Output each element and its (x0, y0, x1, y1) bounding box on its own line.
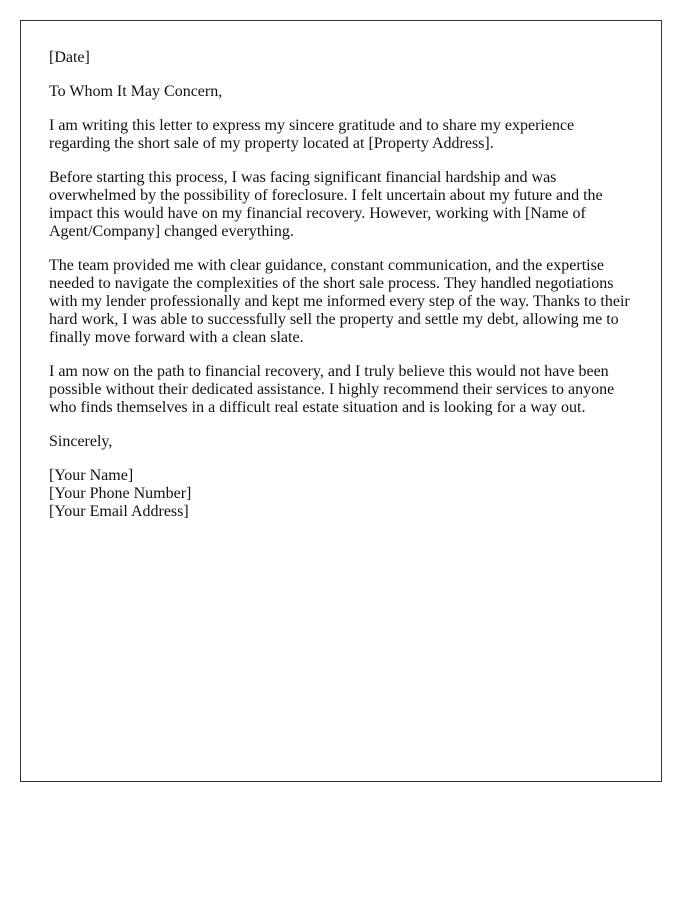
letter-paragraph-background: Before starting this process, I was facing significant financial hardship and was overwhelmed by the possibility of foreclosure. I felt uncertain about my future and the impact this would have on my financial recovery. However, working with [Name of Agent/Company] changed everything. (49, 169, 603, 240)
letter-paragraph-intro: I am writing this letter to express my sincere gratitude and to share my experience regarding the short sale of my property located at [Property Address]. (49, 117, 575, 152)
signature-email: [Your Email Address] (49, 503, 189, 520)
letter-page (20, 20, 662, 782)
letter-body (21, 21, 661, 521)
signature-name: [Your Name] (49, 467, 134, 484)
letter-paragraph-team: The team provided me with clear guidance, constant communication, and the expertise needed to navigate the complexities of the short sale process. They handled negotiations with my lender professionally and kept me informed every step of the way. Thanks to their hard work, I was able to successfully sell the property and settle my debt, allowing me to finally move forward with a clean slate. (49, 257, 630, 346)
letter-paragraph-recommendation: I am now on the path to financial recovery, and I truly believe this would not have been possible without their dedicated assistance. I highly recommend their services to anyone who finds themselves in a difficult real estate situation and is looking for a way out. (49, 363, 615, 416)
letter-salutation: To Whom It May Concern, (49, 83, 223, 100)
letter-date: [Date] (49, 49, 90, 66)
signature-phone: [Your Phone Number] (49, 485, 192, 502)
signature-block (49, 467, 633, 521)
letter-closing: Sincerely, (49, 433, 113, 450)
